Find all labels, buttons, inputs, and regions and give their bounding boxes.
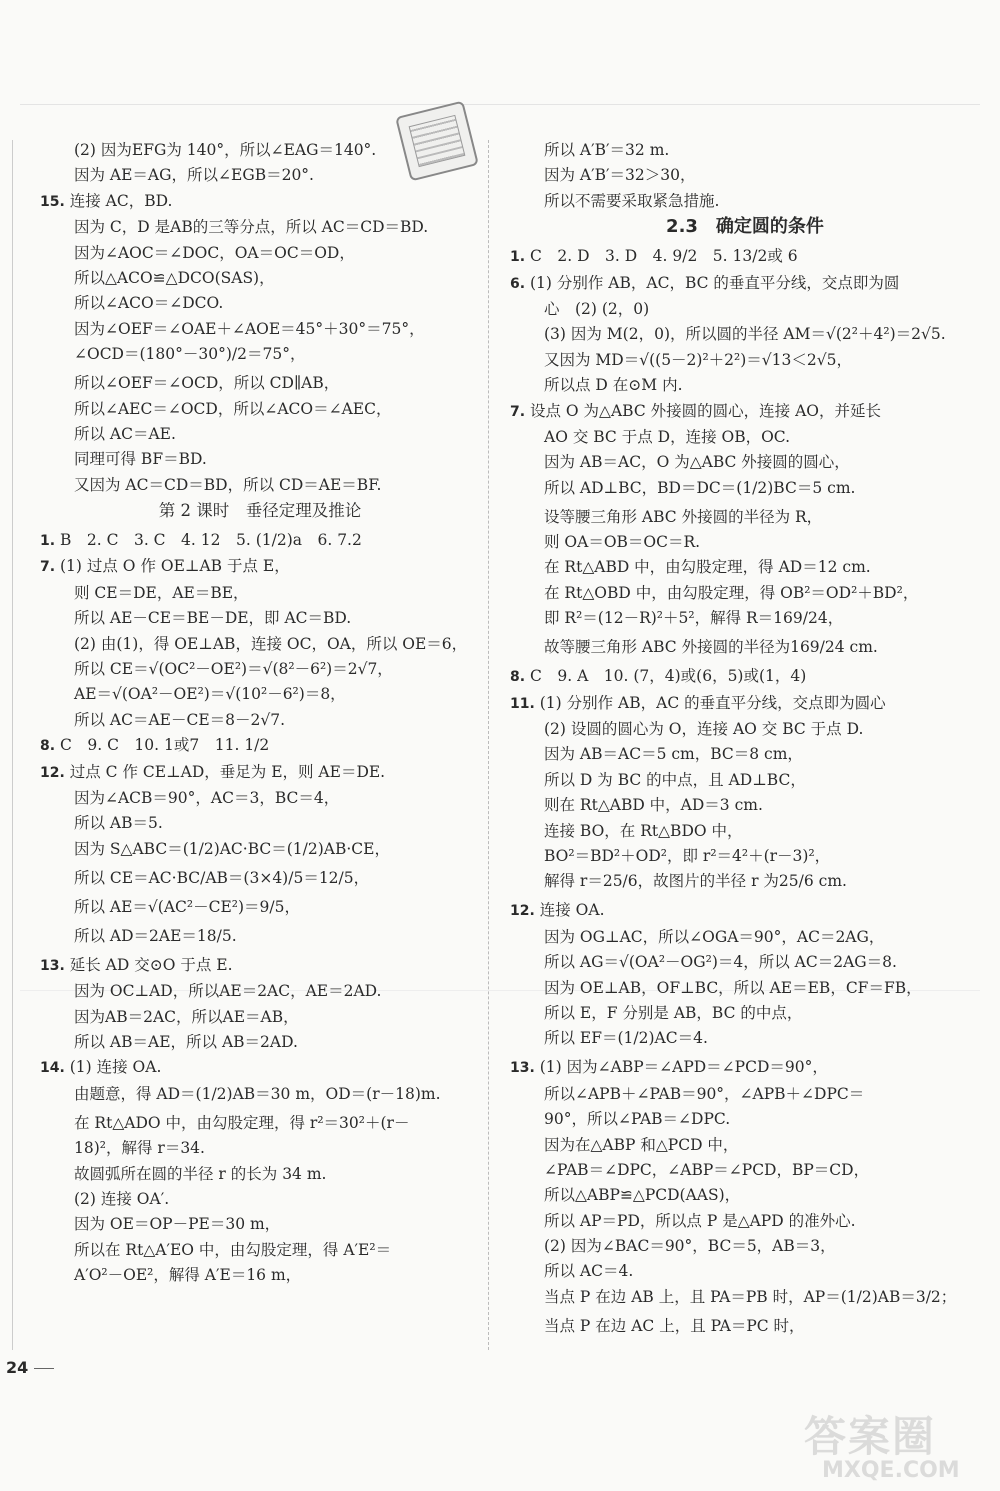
line-text: 当点 P 在边 AB 上，且 PA＝PB 时，AP＝(1/2)AB＝3/2； <box>544 1287 957 1306</box>
line-text: 所以在 Rt△A′EO 中，由勾股定理，得 A′E²＝ <box>74 1240 392 1259</box>
line-text: 90°，所以∠PAB＝∠DPC. <box>544 1110 731 1129</box>
line-text: 所以 AC＝AE. <box>74 424 176 443</box>
top-rule <box>20 104 980 105</box>
line-text: 所以不需要采取紧急措施. <box>544 191 720 210</box>
answer-line <box>40 1084 480 1104</box>
answer-line <box>40 140 480 160</box>
line-text: AO 交 BC 于点 D，连接 OB，OC. <box>544 427 791 446</box>
answer-line <box>510 1287 980 1307</box>
answer-line <box>40 373 480 393</box>
line-text: 因为 AB＝AC，O 为△ABC 外接圆的圆心， <box>544 453 850 472</box>
line-text: (1) 分别作 AB，AC，BC 的垂直平分线，交点即为圆 <box>530 273 900 292</box>
answer-line <box>40 1032 480 1052</box>
question-line <box>40 530 480 551</box>
answer-line <box>510 1109 980 1129</box>
answer-line <box>40 981 480 1001</box>
answer-line <box>510 350 980 370</box>
answer-line <box>40 344 480 364</box>
line-text: 所以 A′B′＝32 m. <box>544 141 670 159</box>
line-text: (2) 由(1)，得 OE⊥AB，连接 OC，OA，所以 OE＝6， <box>74 634 468 653</box>
answer-line <box>40 1138 480 1158</box>
answer-line <box>510 1135 980 1155</box>
question-number: 14. <box>40 1060 65 1077</box>
line-text: 所以 AE＝√(AC²－CE²)＝9/5， <box>74 897 301 916</box>
line-text: 所以 E，F 分别是 AB，BC 的中点， <box>544 1003 803 1022</box>
answer-line <box>510 608 980 628</box>
answer-line <box>40 1265 480 1285</box>
line-text: 因为 A′B′＝32＞30， <box>544 166 696 185</box>
line-text: 同理可得 BF＝BD. <box>74 450 207 469</box>
answer-line <box>40 684 480 704</box>
line-text: 所以 AD⊥BC，BD＝DC＝(1/2)BC＝5 cm. <box>544 478 856 497</box>
line-text: 则 OA＝OB＝OC＝R. <box>544 533 701 552</box>
page-number-dash <box>34 1368 54 1369</box>
line-text: 所以 AG＝√(OA²－OG²)＝4，所以 AC＝2AG＝8. <box>544 953 897 972</box>
line-text: 因为 OC⊥AD，所以AE＝2AC，AE＝2AD. <box>74 982 382 1001</box>
answer-line <box>40 475 480 495</box>
question-line <box>510 693 980 714</box>
line-text: 因为 C，D 是AB的三等分点，所以 AC＝CD＝BD. <box>74 218 429 237</box>
answer-line <box>40 1164 480 1184</box>
question-number: 8. <box>510 669 526 686</box>
left-column <box>40 140 480 1290</box>
line-text: 连接 OA. <box>539 901 605 920</box>
line-text: 在 Rt△ADO 中，由勾股定理，得 r²＝30²＋(r－ <box>74 1113 410 1132</box>
answer-line <box>510 1003 980 1023</box>
line-text: 因为 OE＝OP－PE＝30 m， <box>74 1215 281 1234</box>
answer-line <box>40 634 480 654</box>
line-text: 因为 AE＝AG，所以∠EGB＝20°. <box>74 166 314 185</box>
line-text: 设点 O 为△ABC 外接圆的圆心，连接 AO，并延长 <box>530 401 881 420</box>
line-text: BO²＝BD²＋OD²，即 r²＝4²＋(r－3)²， <box>544 846 831 865</box>
answer-line <box>510 719 980 739</box>
line-text: (2) 设圆的圆心为 O，连接 AO 交 BC 于点 D. <box>544 720 864 739</box>
line-text: 过点 C 作 CE⊥AD，垂足为 E，则 AE＝DE. <box>69 762 386 781</box>
page-number: 24 <box>6 1358 29 1377</box>
question-line <box>40 735 480 756</box>
line-text: 所以 AP＝PD，所以点 P 是△APD 的准外心. <box>544 1211 856 1230</box>
question-number: 12. <box>510 903 535 920</box>
answer-line <box>40 868 480 888</box>
line-text: (2) 连接 OA′. <box>74 1189 170 1208</box>
answer-line <box>510 744 980 764</box>
answer-line <box>40 217 480 237</box>
answer-line <box>510 583 980 603</box>
line-text: 所以 AB＝AE，所以 AB＝2AD. <box>74 1032 298 1051</box>
answer-line <box>40 165 480 185</box>
answer-line <box>510 1028 980 1048</box>
answer-line <box>510 427 980 447</box>
line-text: 设等腰三角形 ABC 外接圆的半径为 R， <box>544 507 823 526</box>
answer-line <box>40 926 480 946</box>
answer-line <box>40 1214 480 1234</box>
line-text: 所以∠APB＋∠PAB＝90°，∠APB＋∠DPC＝ <box>544 1084 865 1103</box>
line-text: ∠OCD＝(180°－30°)/2＝75°， <box>74 345 306 364</box>
line-text: 所以 AE－CE＝BE－DE，即 AC＝BD. <box>74 609 352 628</box>
question-line <box>510 666 980 687</box>
line-text: 延长 AD 交⊙O 于点 E. <box>69 955 233 974</box>
answer-line <box>40 243 480 263</box>
question-number: 11. <box>510 695 535 712</box>
answer-line <box>40 813 480 833</box>
line-text: 所以 D 为 BC 的中点，且 AD⊥BC， <box>544 770 806 789</box>
answer-line <box>40 608 480 628</box>
line-text: 因为 S△ABC＝(1/2)AC·BC＝(1/2)AB·CE， <box>74 839 390 858</box>
answer-line <box>510 324 980 344</box>
line-text: (3) 因为 M(2，0)，所以圆的半径 AM＝√(2²＋4²)＝2√5. <box>544 325 946 344</box>
line-text: 即 R²＝(12－R)²＋5²，解得 R＝169/24， <box>544 609 844 628</box>
line-text: 由题意，得 AD＝(1/2)AB＝30 m，OD＝(r－18)m. <box>74 1084 441 1103</box>
line-text: (1) 过点 O 作 OE⊥AB 于点 E， <box>60 557 290 576</box>
line-text: 则 CE＝DE，AE＝BE， <box>74 583 249 602</box>
line-text: C 2. D 3. D 4. 9/2 5. 13/2或 6 <box>530 247 798 266</box>
line-text: 所以点 D 在⊙M 内. <box>544 376 683 395</box>
answer-line <box>40 897 480 917</box>
answer-line <box>510 557 980 577</box>
question-number: 12. <box>40 764 65 781</box>
answer-line <box>40 710 480 730</box>
answer-line <box>510 140 980 160</box>
answer-line <box>510 1084 980 1104</box>
line-text: (2) 因为EFG为 140°，所以∠EAG＝140°. <box>74 141 377 159</box>
answer-line <box>40 583 480 603</box>
line-text: AE＝√(OA²－OE²)＝√(10²－6²)＝8， <box>74 685 346 704</box>
section-heading: 2.3 确定圆的条件 <box>666 216 824 238</box>
answer-line <box>510 1261 980 1281</box>
binding-line <box>12 140 13 1350</box>
question-line <box>40 762 480 783</box>
line-text: 所以 CE＝√(OC²－OE²)＝√(8²－6²)＝2√7， <box>74 660 393 679</box>
answer-line <box>510 478 980 498</box>
answer-line <box>510 191 980 211</box>
question-line <box>40 556 480 577</box>
answer-line <box>510 299 980 319</box>
line-text: 所以 AB＝5. <box>74 814 163 833</box>
line-text: (1) 因为∠ABP＝∠APD＝∠PCD＝90°， <box>539 1058 828 1077</box>
answer-line <box>510 375 980 395</box>
line-text: 又因为 AC＝CD＝BD，所以 CD＝AE＝BF. <box>74 475 382 494</box>
line-text: 因为∠ACB＝90°，AC＝3，BC＝4， <box>74 788 340 807</box>
line-text: (1) 连接 OA. <box>69 1058 162 1077</box>
answer-line <box>40 1240 480 1260</box>
line-text: 在 Rt△OBD 中，由勾股定理，得 OB²＝OD²＋BD²， <box>544 583 919 602</box>
answer-line <box>510 871 980 891</box>
line-text: 当点 P 在边 AC 上，且 PA＝PC 时， <box>544 1316 805 1335</box>
section-heading: 第 2 课时 垂径定理及推论 <box>158 501 362 521</box>
answer-line <box>40 424 480 444</box>
line-text: 所以∠AEC＝∠OCD，所以∠ACO＝∠AEC， <box>74 399 392 418</box>
answer-line <box>40 788 480 808</box>
answer-line <box>40 399 480 419</box>
answer-line <box>510 1185 980 1205</box>
answer-line <box>40 1007 480 1027</box>
line-text: 所以 AC＝4. <box>544 1262 634 1281</box>
answer-line <box>510 770 980 790</box>
question-number: 15. <box>40 193 65 210</box>
column-divider <box>488 140 489 1350</box>
line-text: 因为∠OEF＝∠OAE＋∠AOE＝45°＋30°＝75°， <box>74 319 425 338</box>
watermark-logo: 答案圈 <box>804 1412 937 1461</box>
line-text: 因为∠AOC＝∠DOC，OA＝OC＝OD， <box>74 243 355 262</box>
line-text: 所以 EF＝(1/2)AC＝4. <box>544 1029 708 1048</box>
question-number: 7. <box>40 559 56 576</box>
answer-line <box>510 165 980 185</box>
answer-line <box>40 293 480 313</box>
line-text: 连接 AC，BD. <box>69 191 173 210</box>
answer-line <box>40 659 480 679</box>
line-text: (2) 因为∠BAC＝90°，BC＝5，AB＝3， <box>544 1237 836 1256</box>
line-text: B 2. C 3. C 4. 12 5. (1/2)a 6. 7.2 <box>60 531 362 550</box>
answer-line <box>40 319 480 339</box>
right-column <box>510 140 980 1341</box>
answer-line <box>510 637 980 657</box>
watermark <box>804 1404 994 1484</box>
answer-line <box>510 927 980 947</box>
question-number: 13. <box>40 957 65 974</box>
line-text: 所以∠OEF＝∠OCD，所以 CD∥AB， <box>74 374 340 393</box>
answer-line <box>510 978 980 998</box>
line-text: 所以 AC＝AE－CE＝8－2√7. <box>74 710 286 729</box>
line-text: 心 (2) (2，0) <box>544 299 650 318</box>
question-number: 13. <box>510 1060 535 1077</box>
answer-line <box>510 1211 980 1231</box>
line-text: 又因为 MD＝√((5－2)²＋2²)＝√13＜2√5， <box>544 350 853 369</box>
line-text: 因为 OG⊥AC，所以∠OGA＝90°，AC＝2AG， <box>544 927 885 946</box>
question-line <box>510 1057 980 1078</box>
answer-line <box>510 1236 980 1256</box>
answer-line <box>510 507 980 527</box>
answer-line <box>40 1113 480 1133</box>
answer-line <box>40 449 480 469</box>
line-text: A′O²－OE²，解得 A′E＝16 m， <box>74 1266 302 1285</box>
line-text: 则在 Rt△ABD 中，AD＝3 cm. <box>544 796 763 815</box>
line-text: 故圆弧所在圆的半径 r 的长为 34 m. <box>74 1164 327 1183</box>
line-text: 所以∠ACO＝∠DCO. <box>74 294 224 313</box>
line-text: 所以 CE＝AC·BC/AB＝(3×4)/5＝12/5， <box>74 868 370 887</box>
line-text: 所以△ACO≌△DCO(SAS)， <box>74 268 275 287</box>
line-text: 因为 OE⊥AB，OF⊥BC，所以 AE＝EB，CF＝FB， <box>544 978 922 997</box>
line-text: 18)²，解得 r＝34. <box>74 1139 205 1158</box>
line-text: 因为在△ABP 和△PCD 中， <box>544 1135 739 1154</box>
answer-line <box>510 795 980 815</box>
answer-line <box>40 839 480 859</box>
line-text: C 9. C 10. 1或7 11. 1/2 <box>60 736 270 755</box>
question-line <box>510 401 980 422</box>
question-number: 8. <box>40 738 56 755</box>
line-text: 故等腰三角形 ABC 外接圆的半径为169/24 cm. <box>544 638 878 657</box>
question-number: 1. <box>510 249 526 266</box>
line-text: C 9. A 10. (7，4)或(6，5)或(1，4) <box>530 667 807 686</box>
line-text: (1) 分别作 AB，AC 的垂直平分线，交点即为圆心 <box>539 693 886 712</box>
question-line <box>510 900 980 921</box>
question-number: 7. <box>510 403 526 420</box>
question-line <box>40 191 480 212</box>
line-text: 所以△ABP≌△PCD(AAS)， <box>544 1186 741 1205</box>
line-text: 解得 r＝25/6，故图片的半径 r 为25/6 cm. <box>544 872 847 891</box>
question-number: 6. <box>510 275 526 292</box>
question-number: 1. <box>40 533 56 550</box>
question-line <box>40 1057 480 1078</box>
answer-line <box>40 268 480 288</box>
line-text: 所以 AD＝2AE＝18/5. <box>74 926 237 945</box>
answer-line <box>510 452 980 472</box>
answer-line <box>510 532 980 552</box>
line-text: 在 Rt△ABD 中，由勾股定理，得 AD＝12 cm. <box>544 558 871 577</box>
question-line <box>510 273 980 294</box>
line-text: 因为AB＝2AC，所以AE＝AB， <box>74 1007 299 1026</box>
line-text: 因为 AB＝AC＝5 cm，BC＝8 cm， <box>544 745 803 764</box>
answer-line <box>510 821 980 841</box>
answer-line <box>510 1316 980 1336</box>
line-text: ∠PAB＝∠DPC，∠ABP＝∠PCD，BP＝CD， <box>544 1160 870 1179</box>
question-line <box>40 955 480 976</box>
question-line <box>510 246 980 267</box>
answer-line <box>510 1160 980 1180</box>
watermark-url: MXQE.COM <box>822 1458 960 1483</box>
answer-line <box>510 846 980 866</box>
answer-line <box>510 952 980 972</box>
line-text: 连接 BO，在 Rt△BDO 中， <box>544 821 743 840</box>
answer-line <box>40 1189 480 1209</box>
